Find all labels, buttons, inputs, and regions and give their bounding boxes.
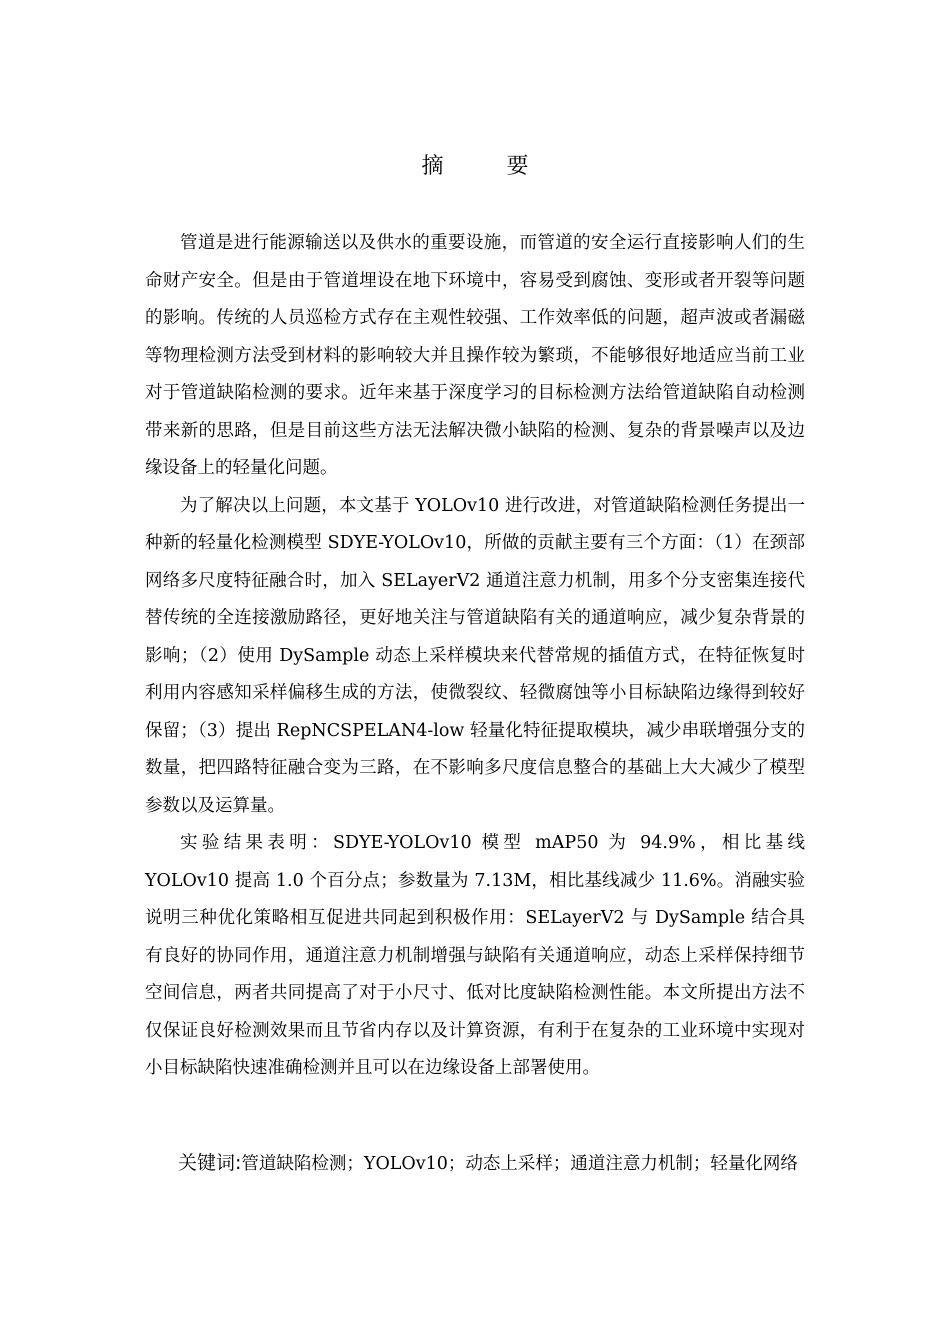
keywords-label: 关键词:: [178, 1152, 242, 1174]
keywords-section: [145, 1143, 805, 1184]
abstract-title: 摘 要: [421, 154, 557, 179]
abstract-paragraph-1: 管道是进行能源输送以及供水的重要设施，而管道的安全运行直接影响人们的生命财产安全。但是由于管道埋设在地下环境中，容易受到腐蚀、变形或者开裂等问题的影响。传统的人员巡检方式存在主观性较强、工作效率低的问题，超声波或者漏磁等物理检测方法受到材料的影响较大并且操作较为繁琐，不能够很好地适应当前工业对于管道缺陷检测的要求。近年来基于深度学习的目标检测方法给管道缺陷自动检测带来新的思路，但是目前这些方法无法解决微小缺陷的检测、复杂的背景噪声以及边缘设备上的轻量化问题。: [145, 233, 805, 478]
abstract-body: [145, 225, 805, 1088]
abstract-paragraph-3: 实验结果表明：SDYE-YOLOv10 模型 mAP50 为 94.9%，相比基线 YOLOv10 提高 1.0 个百分点；参数量为 7.13M，相比基线减少 11.6%。消融实验说明三种优化策略相互促进共同起到积极作用：SELayerV2 与 DySample 结合具有良好的协同作用，通道注意力机制增强与缺陷有关通道响应，动态上采样保持细节空间信息，两者共同提高了对于小尺寸、低对比度缺陷检测性能。本文所提出方法不仅保证良好检测效果而且节省内存以及计算资源，有利于在复杂的工业环境中实现对小目标缺陷快速准确检测并且可以在边缘设备上部署使用。: [145, 833, 805, 1078]
keywords-text: 管道缺陷检测；YOLOv10；动态上采样；通道注意力机制；轻量化网络: [241, 1154, 798, 1174]
abstract-paragraph-2: 为了解决以上问题，本文基于 YOLOv10 进行改进，对管道缺陷检测任务提出一种新的轻量化检测模型 SDYE-YOLOv10，所做的贡献主要有三个方面：（1）在颈部网络多尺度特征融合时，加入 SELayerV2 通道注意力机制，用多个分支密集连接代替传统的全连接激励路径，更好地关注与管道缺陷有关的通道响应，减少复杂背景的影响；（2）使用 DySample 动态上采样模块来代替常规的插值方式，在特征恢复时利用内容感知采样偏移生成的方法，使微裂纹、轻微腐蚀等小目标缺陷边缘得到较好保留；（3）提出 RepNCSPELAN4-low 轻量化特征提取模块，减少串联增强分支的数量，把四路特征融合变为三路，在不影响多尺度信息整合的基础上大大减少了模型参数以及运算量。: [145, 495, 805, 816]
